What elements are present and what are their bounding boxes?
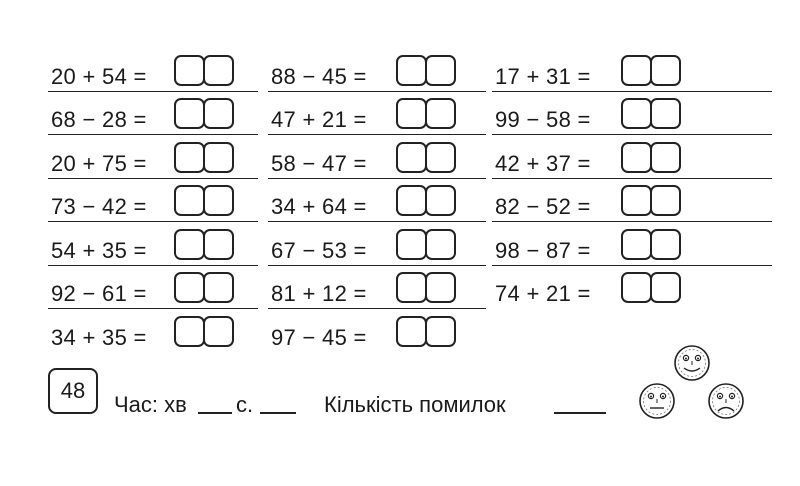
equation-row <box>492 141 772 179</box>
answer-box-tens[interactable] <box>174 55 205 86</box>
answer-line <box>492 178 772 179</box>
answer-box-ones[interactable] <box>650 142 681 173</box>
answer-box-tens[interactable] <box>396 229 427 260</box>
equation-row <box>268 228 486 266</box>
equation-row <box>48 97 258 135</box>
answer-boxes <box>174 185 232 216</box>
answer-box-ones[interactable] <box>203 185 234 216</box>
equation-text: 20 + 54 = <box>51 64 147 89</box>
answer-boxes <box>621 272 679 303</box>
answer-boxes <box>174 55 232 86</box>
equation-text: 82 − 52 = <box>495 194 591 219</box>
equation-text: 98 − 87 = <box>495 238 591 263</box>
answer-boxes <box>174 142 232 173</box>
answer-box-tens[interactable] <box>396 98 427 129</box>
neutral-face-icon <box>638 382 676 420</box>
answer-line <box>268 221 486 222</box>
equation-row <box>492 54 772 92</box>
answer-line <box>268 91 486 92</box>
equation-row <box>492 184 772 222</box>
answer-box-tens[interactable] <box>621 55 652 86</box>
answer-box-tens[interactable] <box>396 185 427 216</box>
answer-boxes <box>396 229 454 260</box>
answer-boxes <box>621 229 679 260</box>
answer-line <box>48 265 258 266</box>
equation-text: 47 + 21 = <box>271 107 367 132</box>
time-label: Час: хв <box>114 392 187 417</box>
equation-row <box>48 228 258 266</box>
happy-face-icon <box>673 344 711 382</box>
answer-line <box>48 178 258 179</box>
equation-text: 99 − 58 = <box>495 107 591 132</box>
answer-boxes <box>174 316 232 347</box>
answer-box-tens[interactable] <box>396 142 427 173</box>
answer-box-ones[interactable] <box>650 185 681 216</box>
answer-box-tens[interactable] <box>174 98 205 129</box>
equation-row <box>268 141 486 179</box>
answer-box-tens[interactable] <box>396 272 427 303</box>
answer-boxes <box>174 98 232 129</box>
answer-boxes <box>621 55 679 86</box>
answer-line <box>48 134 258 135</box>
errors-blank[interactable] <box>554 392 606 414</box>
answer-box-tens[interactable] <box>621 98 652 129</box>
equation-text: 88 − 45 = <box>271 64 367 89</box>
equation-text: 67 − 53 = <box>271 238 367 263</box>
answer-line <box>492 221 772 222</box>
answer-box-ones[interactable] <box>650 272 681 303</box>
equation-row <box>268 271 486 309</box>
answer-line <box>48 91 258 92</box>
answer-line <box>492 265 772 266</box>
answer-box-ones[interactable] <box>425 142 456 173</box>
errors-label: Кількість помилок <box>324 392 506 417</box>
equation-row <box>492 97 772 135</box>
page-number: 48 <box>48 368 98 414</box>
answer-line <box>492 91 772 92</box>
answer-boxes <box>174 272 232 303</box>
answer-box-ones[interactable] <box>650 55 681 86</box>
answer-line <box>48 308 258 309</box>
answer-box-ones[interactable] <box>203 229 234 260</box>
answer-line <box>268 308 486 309</box>
answer-box-ones[interactable] <box>425 316 456 347</box>
equation-row <box>48 271 258 309</box>
answer-boxes <box>396 98 454 129</box>
answer-boxes <box>174 229 232 260</box>
answer-boxes <box>396 55 454 86</box>
answer-box-tens[interactable] <box>174 185 205 216</box>
answer-box-ones[interactable] <box>203 55 234 86</box>
answer-boxes <box>396 272 454 303</box>
answer-line <box>492 134 772 135</box>
equation-text: 54 + 35 = <box>51 238 147 263</box>
answer-line <box>268 178 486 179</box>
equation-text: 73 − 42 = <box>51 194 147 219</box>
seconds-label: с. <box>236 392 254 417</box>
equation-row <box>48 141 258 179</box>
answer-box-ones[interactable] <box>650 98 681 129</box>
equation-text: 34 + 35 = <box>51 325 147 350</box>
answer-line <box>268 265 486 266</box>
equation-text: 17 + 31 = <box>495 64 591 89</box>
answer-boxes <box>396 316 454 347</box>
equation-text: 81 + 12 = <box>271 281 367 306</box>
equation-text: 20 + 75 = <box>51 151 147 176</box>
answer-box-ones[interactable] <box>203 272 234 303</box>
answer-box-ones[interactable] <box>650 229 681 260</box>
answer-box-tens[interactable] <box>396 55 427 86</box>
equation-row <box>268 97 486 135</box>
equation-text: 58 − 47 = <box>271 151 367 176</box>
answer-box-tens[interactable] <box>621 272 652 303</box>
answer-box-tens[interactable] <box>396 316 427 347</box>
equation-row <box>48 184 258 222</box>
answer-boxes <box>621 185 679 216</box>
equation-text: 68 − 28 = <box>51 107 147 132</box>
sad-face-icon <box>707 382 745 420</box>
answer-box-ones[interactable] <box>203 142 234 173</box>
answer-boxes <box>621 142 679 173</box>
answer-line <box>268 134 486 135</box>
equation-row <box>268 315 486 353</box>
equation-row <box>268 184 486 222</box>
answer-box-ones[interactable] <box>425 185 456 216</box>
answer-box-ones[interactable] <box>425 98 456 129</box>
answer-boxes <box>396 185 454 216</box>
answer-box-tens[interactable] <box>621 185 652 216</box>
equation-row <box>268 54 486 92</box>
answer-box-ones[interactable] <box>203 316 234 347</box>
equation-text: 97 − 45 = <box>271 325 367 350</box>
answer-box-ones[interactable] <box>425 55 456 86</box>
answer-box-tens[interactable] <box>174 316 205 347</box>
answer-boxes <box>621 98 679 129</box>
answer-line <box>48 221 258 222</box>
equation-text: 92 − 61 = <box>51 281 147 306</box>
equation-row <box>48 315 258 353</box>
answer-boxes <box>396 142 454 173</box>
answer-box-tens[interactable] <box>621 142 652 173</box>
answer-box-ones[interactable] <box>425 272 456 303</box>
equation-row <box>492 271 772 309</box>
seconds-blank[interactable] <box>260 392 296 414</box>
answer-box-ones[interactable] <box>425 229 456 260</box>
equation-row <box>492 228 772 266</box>
equation-text: 74 + 21 = <box>495 281 591 306</box>
answer-box-ones[interactable] <box>203 98 234 129</box>
answer-box-tens[interactable] <box>174 229 205 260</box>
answer-box-tens[interactable] <box>174 272 205 303</box>
minutes-blank[interactable] <box>198 392 232 414</box>
equation-text: 34 + 64 = <box>271 194 367 219</box>
answer-box-tens[interactable] <box>174 142 205 173</box>
answer-box-tens[interactable] <box>621 229 652 260</box>
equation-text: 42 + 37 = <box>495 151 591 176</box>
equation-row <box>48 54 258 92</box>
